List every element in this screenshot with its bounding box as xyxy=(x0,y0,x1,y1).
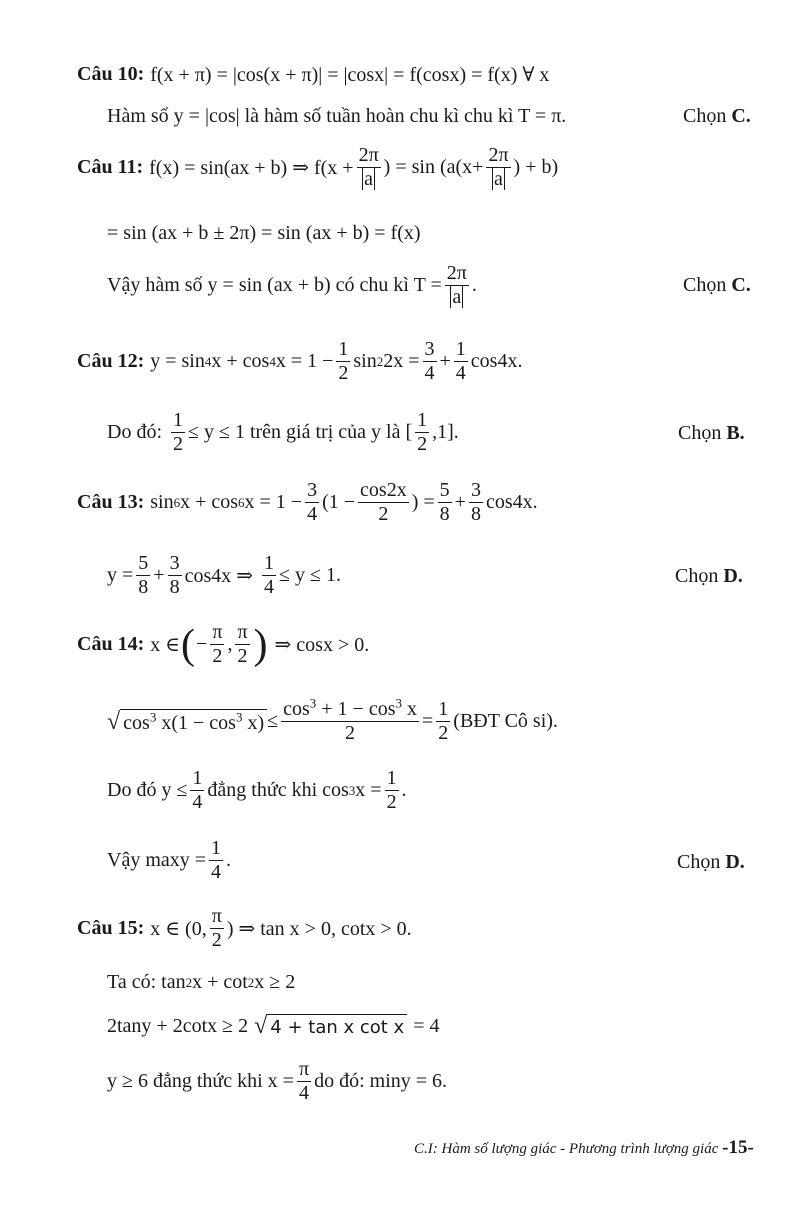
denominator: 4 xyxy=(192,791,203,813)
q11-period-fraction xyxy=(445,263,469,308)
q12-label: Câu 12: xyxy=(77,350,145,372)
fraction xyxy=(297,1059,311,1104)
chon-text: Chọn xyxy=(683,274,727,296)
q11-answer xyxy=(683,274,751,297)
fraction xyxy=(210,906,224,951)
q10-line2 xyxy=(107,105,566,128)
fraction xyxy=(209,838,223,883)
q11-conclusion: Vậy hàm số y = sin (ax + b) có chu kì T = xyxy=(107,274,442,296)
t: x = 1 − xyxy=(275,350,334,372)
t: . xyxy=(226,849,232,871)
t: + 1 − cos xyxy=(321,698,396,720)
q14-line2 xyxy=(107,695,558,744)
q11-fraction-2 xyxy=(486,145,510,190)
chon-letter: C. xyxy=(731,105,751,127)
fraction xyxy=(423,339,437,384)
numerator: 5 xyxy=(439,479,450,501)
numerator: 1 xyxy=(386,767,397,789)
q14-label: Câu 14: xyxy=(77,633,145,655)
denominator: 2 xyxy=(173,433,183,455)
denominator: 2 xyxy=(212,645,223,667)
q13-label: Câu 13: xyxy=(77,491,145,513)
denominator: 4 xyxy=(263,576,274,598)
t: x ∈ (0, xyxy=(150,918,207,940)
fraction xyxy=(168,553,182,598)
denominator: 2 xyxy=(386,791,397,813)
q13-line1: Câu 13: sin 6 x + cos 6 x = 1 − $\frac{3}{4}$ (1 − $\frac{\cos 2x}{2}$ ) = $\frac{5}{8}$ + $\frac{3}{8}$ cos4x. xyxy=(77,479,538,525)
t: = 4 xyxy=(413,1014,440,1037)
fraction xyxy=(171,410,185,455)
fraction xyxy=(454,339,468,384)
fraction xyxy=(262,553,276,598)
fraction xyxy=(190,768,204,813)
numerator xyxy=(281,695,419,722)
denominator: 4 xyxy=(299,1082,310,1104)
t: , xyxy=(227,633,233,655)
q11-f2: ) = sin (a(x+ xyxy=(383,156,484,178)
exponent: 3 xyxy=(235,708,243,724)
t: ,1]. xyxy=(432,421,459,443)
numerator: π xyxy=(212,621,223,643)
q11-line1 xyxy=(77,145,558,190)
q10-line1 xyxy=(77,62,549,87)
fraction xyxy=(235,622,249,667)
numerator: 3 xyxy=(424,338,435,360)
t: (1 − xyxy=(322,491,356,513)
q13-line2 xyxy=(107,553,341,598)
fraction xyxy=(438,480,452,525)
chon-text: Chọn xyxy=(675,565,719,587)
q12-line2 xyxy=(107,410,459,455)
t: + xyxy=(454,491,466,513)
sqrt-argument xyxy=(120,709,267,735)
t: x ∈ xyxy=(150,634,181,656)
denominator: 8 xyxy=(439,503,450,525)
chon-letter: D. xyxy=(725,851,745,873)
t: cos xyxy=(283,698,310,720)
t: 2x = xyxy=(383,350,420,372)
denominator: 8 xyxy=(138,576,149,598)
page-number: -15- xyxy=(722,1137,754,1158)
period: . xyxy=(471,274,477,296)
t: ≤ y ≤ 1. xyxy=(278,564,341,586)
denominator: 8 xyxy=(169,576,180,598)
sqrt: √ $\cos^3 x(1 - \cos^3 x)$ xyxy=(107,709,267,735)
numerator: 1 xyxy=(263,552,274,574)
t: ) = xyxy=(411,491,435,513)
q13-answer xyxy=(675,565,743,588)
chon-letter: B. xyxy=(726,422,745,444)
page-footer xyxy=(414,1137,754,1159)
fraction xyxy=(281,695,419,744)
q14-line1 xyxy=(77,622,369,667)
denominator: 2 xyxy=(237,645,248,667)
chon-letter: C. xyxy=(731,274,751,296)
numerator: π xyxy=(298,1058,310,1080)
t: x = 1 − xyxy=(244,491,303,513)
fraction xyxy=(415,410,429,455)
t: cos xyxy=(123,711,150,734)
chon-text: Chọn xyxy=(678,422,722,444)
numerator: 3 xyxy=(470,479,481,501)
denominator: 2 xyxy=(438,722,449,744)
fraction xyxy=(210,622,224,667)
denominator: 2 xyxy=(345,722,356,744)
denominator: a xyxy=(494,168,503,190)
denominator: 2 xyxy=(338,362,349,384)
t: Vậy maxy = xyxy=(107,849,207,871)
q11-f3: ) + b) xyxy=(513,156,559,178)
numerator: π xyxy=(237,621,248,643)
numerator: 1 xyxy=(192,767,203,789)
t: − xyxy=(196,633,208,655)
t: ⇒ cosx > 0. xyxy=(274,634,370,656)
t: ) ⇒ tan x > 0, cotx > 0. xyxy=(226,918,412,940)
paren-open: ( xyxy=(181,621,196,668)
numerator: 2π xyxy=(488,144,509,166)
q15-line1 xyxy=(77,906,412,951)
t: cos4x. xyxy=(470,350,523,372)
t: sin xyxy=(353,350,377,372)
denominator: a xyxy=(364,168,374,190)
q10-answer xyxy=(683,105,751,128)
denominator: 4 xyxy=(307,503,318,525)
t: cos4x. xyxy=(485,491,538,513)
t: đẳng thức khi cos xyxy=(207,779,349,801)
t: Ta có: tan xyxy=(107,971,186,993)
exponent: 3 xyxy=(149,708,157,724)
t: Do đó: xyxy=(107,421,162,443)
t: = xyxy=(422,710,434,732)
q15-label: Câu 15: xyxy=(77,917,145,939)
sqrt-argument: 4 + tan x cot x xyxy=(267,1014,407,1038)
sqrt: √ 4 + tan x cot x xyxy=(254,1014,407,1038)
chon-text: Chọn xyxy=(683,105,727,127)
t: x(1 − cos xyxy=(161,711,236,734)
denominator: 4 xyxy=(455,362,466,384)
chon-text: Chọn xyxy=(677,851,721,873)
q11-f1: f(x) = sin(ax + b) ⇒ f(x + xyxy=(149,157,354,179)
q15-line3 xyxy=(107,1014,440,1038)
q15-line2: Ta có: tan 2 x + cot 2 x ≥ 2 xyxy=(107,971,296,993)
denominator: 2 xyxy=(378,503,389,525)
t: 2tany + 2cotx ≥ 2 xyxy=(107,1014,249,1037)
q14-line4 xyxy=(107,838,231,883)
q14-line3: Do đó y ≤ $\frac{1}{4}$ đẳng thức khi cos 3 x = $\frac{1}{2}$ . xyxy=(107,767,407,813)
t: x + cos xyxy=(180,491,239,513)
q10-equation: f(x + π) = |cos(x + π)| = |cosx| = f(cosx) = f(x) ∀ x xyxy=(150,64,550,86)
exponent: 3 xyxy=(395,695,402,711)
t: + xyxy=(153,564,165,586)
numerator: 1 xyxy=(173,409,183,431)
denominator: 4 xyxy=(211,861,222,883)
fraction xyxy=(336,339,350,384)
q11-line3 xyxy=(107,263,477,308)
t: ≤ xyxy=(267,710,279,732)
t: x + cot xyxy=(192,971,248,993)
fraction xyxy=(136,553,150,598)
numerator: 2π xyxy=(358,144,379,166)
numerator: 5 xyxy=(138,552,149,574)
fraction xyxy=(358,480,409,525)
exponent: 3 xyxy=(309,695,317,711)
numerator: 1 xyxy=(338,338,349,360)
paren-close: ) xyxy=(253,621,268,668)
t: y = sin xyxy=(150,350,205,372)
q11-fraction-1 xyxy=(357,145,381,190)
t: cos4x ⇒ xyxy=(184,565,253,587)
t: ≤ y ≤ 1 trên giá trị của y là [ xyxy=(188,421,413,443)
numerator: 1 xyxy=(455,338,466,360)
denominator: 4 xyxy=(424,362,435,384)
q12-answer xyxy=(678,422,745,445)
denominator: 8 xyxy=(470,503,481,525)
q11-label: Câu 11: xyxy=(77,156,144,178)
numerator: cos2x xyxy=(360,479,407,501)
t: x + cos xyxy=(211,350,270,372)
footer-text: C.I: Hàm số lượng giác - Phương trình lượng giác xyxy=(414,1141,719,1157)
q15-line4 xyxy=(107,1059,447,1104)
t: sin xyxy=(150,491,174,513)
t: (BĐT Cô si). xyxy=(453,710,558,732)
denominator: a xyxy=(452,286,462,308)
fraction xyxy=(469,480,483,525)
t: do đó: miny = 6. xyxy=(314,1070,448,1092)
t: x ≥ 2 xyxy=(254,971,296,993)
numerator: 1 xyxy=(417,409,428,431)
q10-conclusion: Hàm số y = |cos| là hàm số tuần hoàn chu kì chu kì T = π. xyxy=(107,105,567,127)
numerator: 3 xyxy=(307,479,318,501)
numerator: 2π xyxy=(446,262,467,284)
numerator: 1 xyxy=(211,837,222,859)
q11-line2 xyxy=(107,222,421,245)
fraction xyxy=(385,768,399,813)
t: x) xyxy=(247,711,265,734)
numerator: 1 xyxy=(438,698,449,720)
q10-label: Câu 10: xyxy=(77,63,145,85)
denominator: 2 xyxy=(211,929,222,951)
chon-letter: D. xyxy=(723,565,743,587)
q11-step: = sin (ax + b ± 2π) = sin (ax + b) = f(x) xyxy=(107,222,421,244)
t: . xyxy=(401,779,407,801)
t: Do đó y ≤ xyxy=(107,779,188,801)
numerator: π xyxy=(211,905,222,927)
q12-line1: Câu 12: y = sin 4 x + cos 4 x = 1 − $\frac{1}{2}$ sin 2 2x = $\frac{3}{4}$ + $\frac{1}{4}$ cos4x. xyxy=(77,338,523,384)
numerator: 3 xyxy=(169,552,180,574)
denominator: 2 xyxy=(417,433,428,455)
t: x xyxy=(407,698,417,720)
t: y ≥ 6 đẳng thức khi x = xyxy=(107,1070,294,1092)
fraction xyxy=(305,480,319,525)
t: y = xyxy=(107,564,134,586)
q14-answer xyxy=(677,851,745,874)
fraction xyxy=(436,699,450,744)
t: x = xyxy=(355,779,382,801)
